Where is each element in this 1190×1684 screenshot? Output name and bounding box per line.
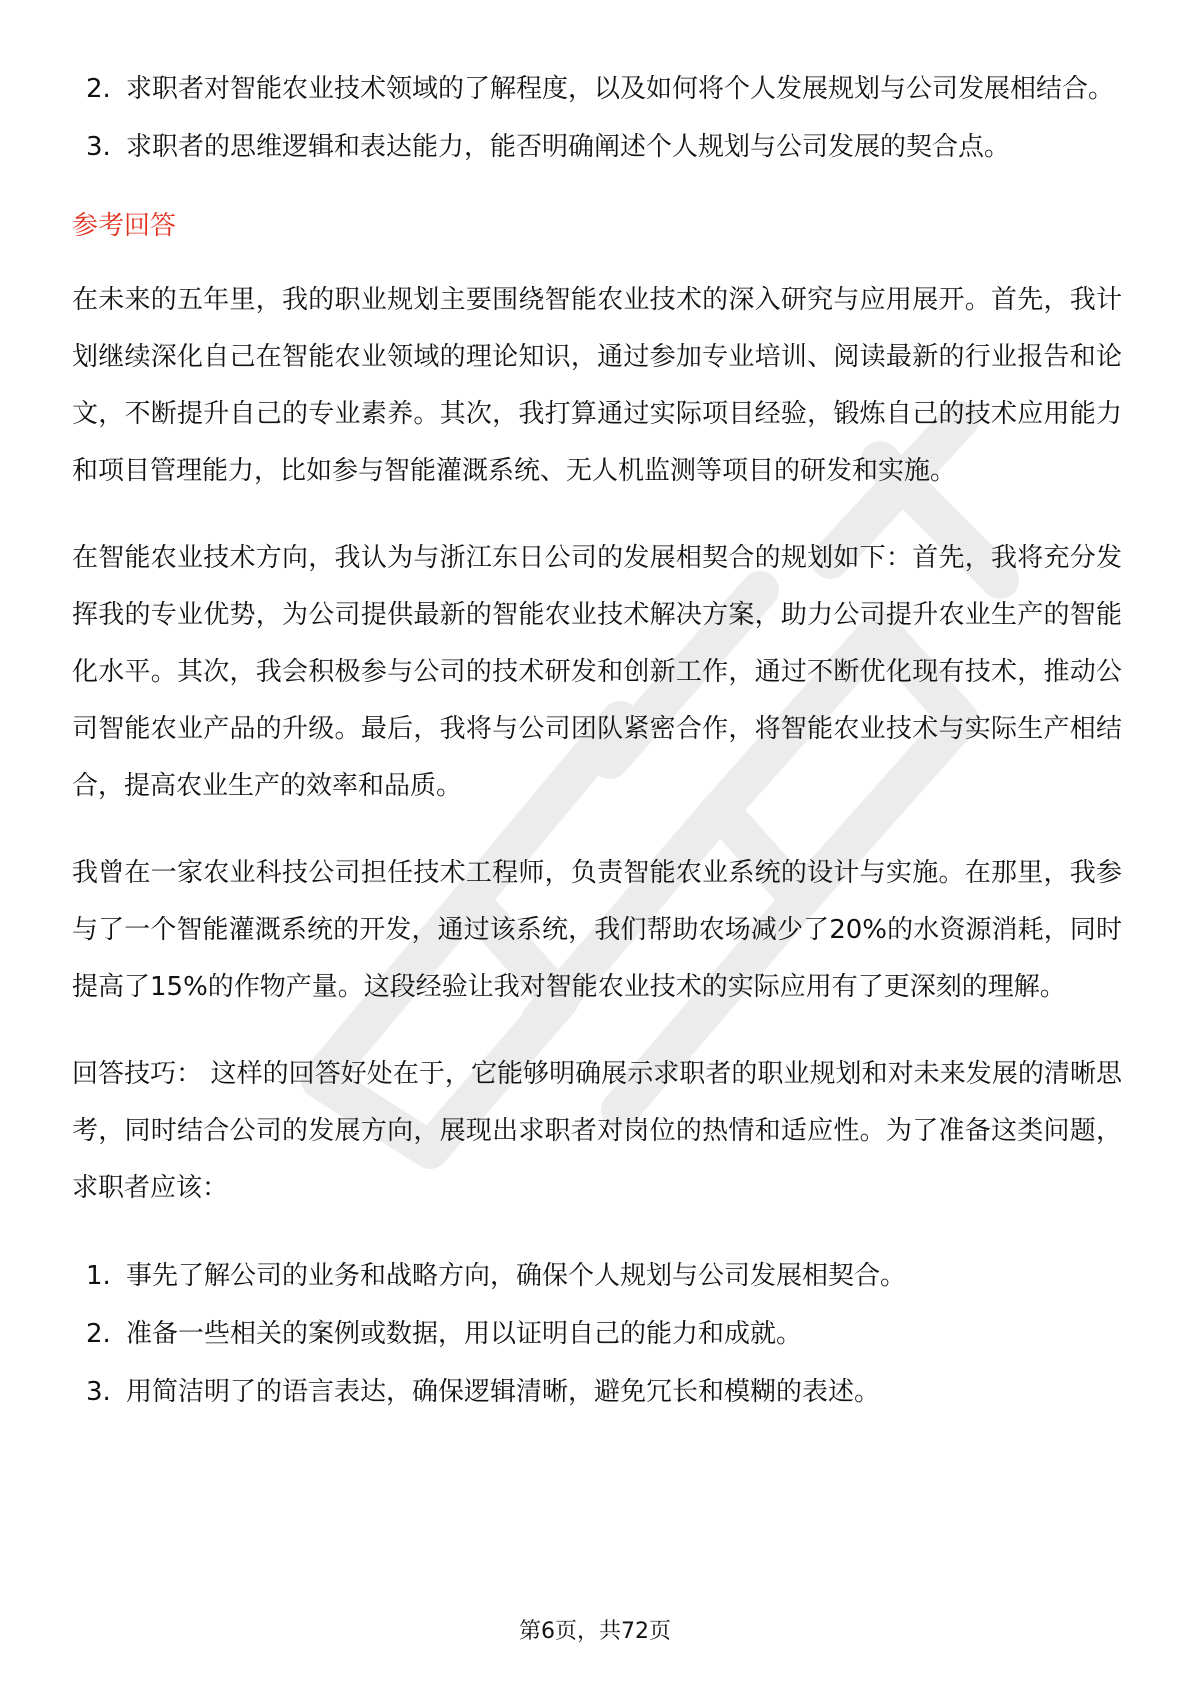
list-item [72, 1363, 1122, 1421]
list-item-number: 1. [86, 1261, 111, 1291]
list-item-number: 2. [86, 1319, 111, 1349]
list-item [72, 1305, 1122, 1363]
criteria-list [72, 60, 1122, 176]
list-item [72, 60, 1122, 118]
list-item-text: 求职者对智能农业技术领域的了解程度，以及如何将个人发展规划与公司发展相结合。 [126, 74, 1115, 104]
list-item-number: 3. [86, 132, 111, 162]
answer-paragraph-3: 我曾在一家农业科技公司担任技术工程师，负责智能农业系统的设计与实施。在那里，我参与了一个智能灌溉系统的开发，通过该系统，我们帮助农场减少了20%的水资源消耗，同时提高了15%的作物产量。这段经验让我对智能农业技术的实际应用有了更深刻的理解。 [72, 858, 1122, 1002]
list-item-number: 2. [86, 74, 111, 104]
list-item [72, 118, 1122, 176]
tips-list [72, 1247, 1122, 1421]
section-title: 参考回答 [72, 211, 177, 241]
list-item-text: 用简洁明了的语言表达，确保逻辑清晰，避免冗长和模糊的表述。 [126, 1377, 881, 1407]
list-item-text: 事先了解公司的业务和战略方向，确保个人规划与公司发展相契合。 [126, 1261, 907, 1291]
list-item-text: 求职者的思维逻辑和表达能力，能否明确阐述个人规划与公司发展的契合点。 [126, 132, 1011, 162]
list-item-text: 准备一些相关的案例或数据，用以证明自己的能力和成就。 [126, 1319, 803, 1349]
list-item [72, 1247, 1122, 1305]
page-footer: 第6页，共72页 [519, 1619, 671, 1644]
list-item-number: 3. [86, 1377, 111, 1407]
answer-paragraph-2: 在智能农业技术方向，我认为与浙江东日公司的发展相契合的规划如下：首先，我将充分发挥我的专业优势，为公司提供最新的智能农业技术解决方案，助力公司提升农业生产的智能化水平。其次，我会积极参与公司的技术研发和创新工作，通过不断优化现有技术，推动公司智能农业产品的升级。最后，我将与公司团队紧密合作，将智能农业技术与实际生产相结合，提高农业生产的效率和品质。 [72, 543, 1122, 801]
answer-paragraph-1: 在未来的五年里，我的职业规划主要围绕智能农业技术的深入研究与应用展开。首先，我计划继续深化自己在智能农业领域的理论知识，通过参加专业培训、阅读最新的行业报告和论文，不断提升自己的专业素养。其次，我打算通过实际项目经验，锻炼自己的技术应用能力和项目管理能力，比如参与智能灌溉系统、无人机监测等项目的研发和实施。 [72, 285, 1122, 486]
document-page [72, 60, 1122, 1421]
tips-paragraph: 回答技巧： 这样的回答好处在于，它能够明确展示求职者的职业规划和对未来发展的清晰思考，同时结合公司的发展方向，展现出求职者对岗位的热情和适应性。为了准备这类问题，求职者应该： [72, 1059, 1122, 1203]
